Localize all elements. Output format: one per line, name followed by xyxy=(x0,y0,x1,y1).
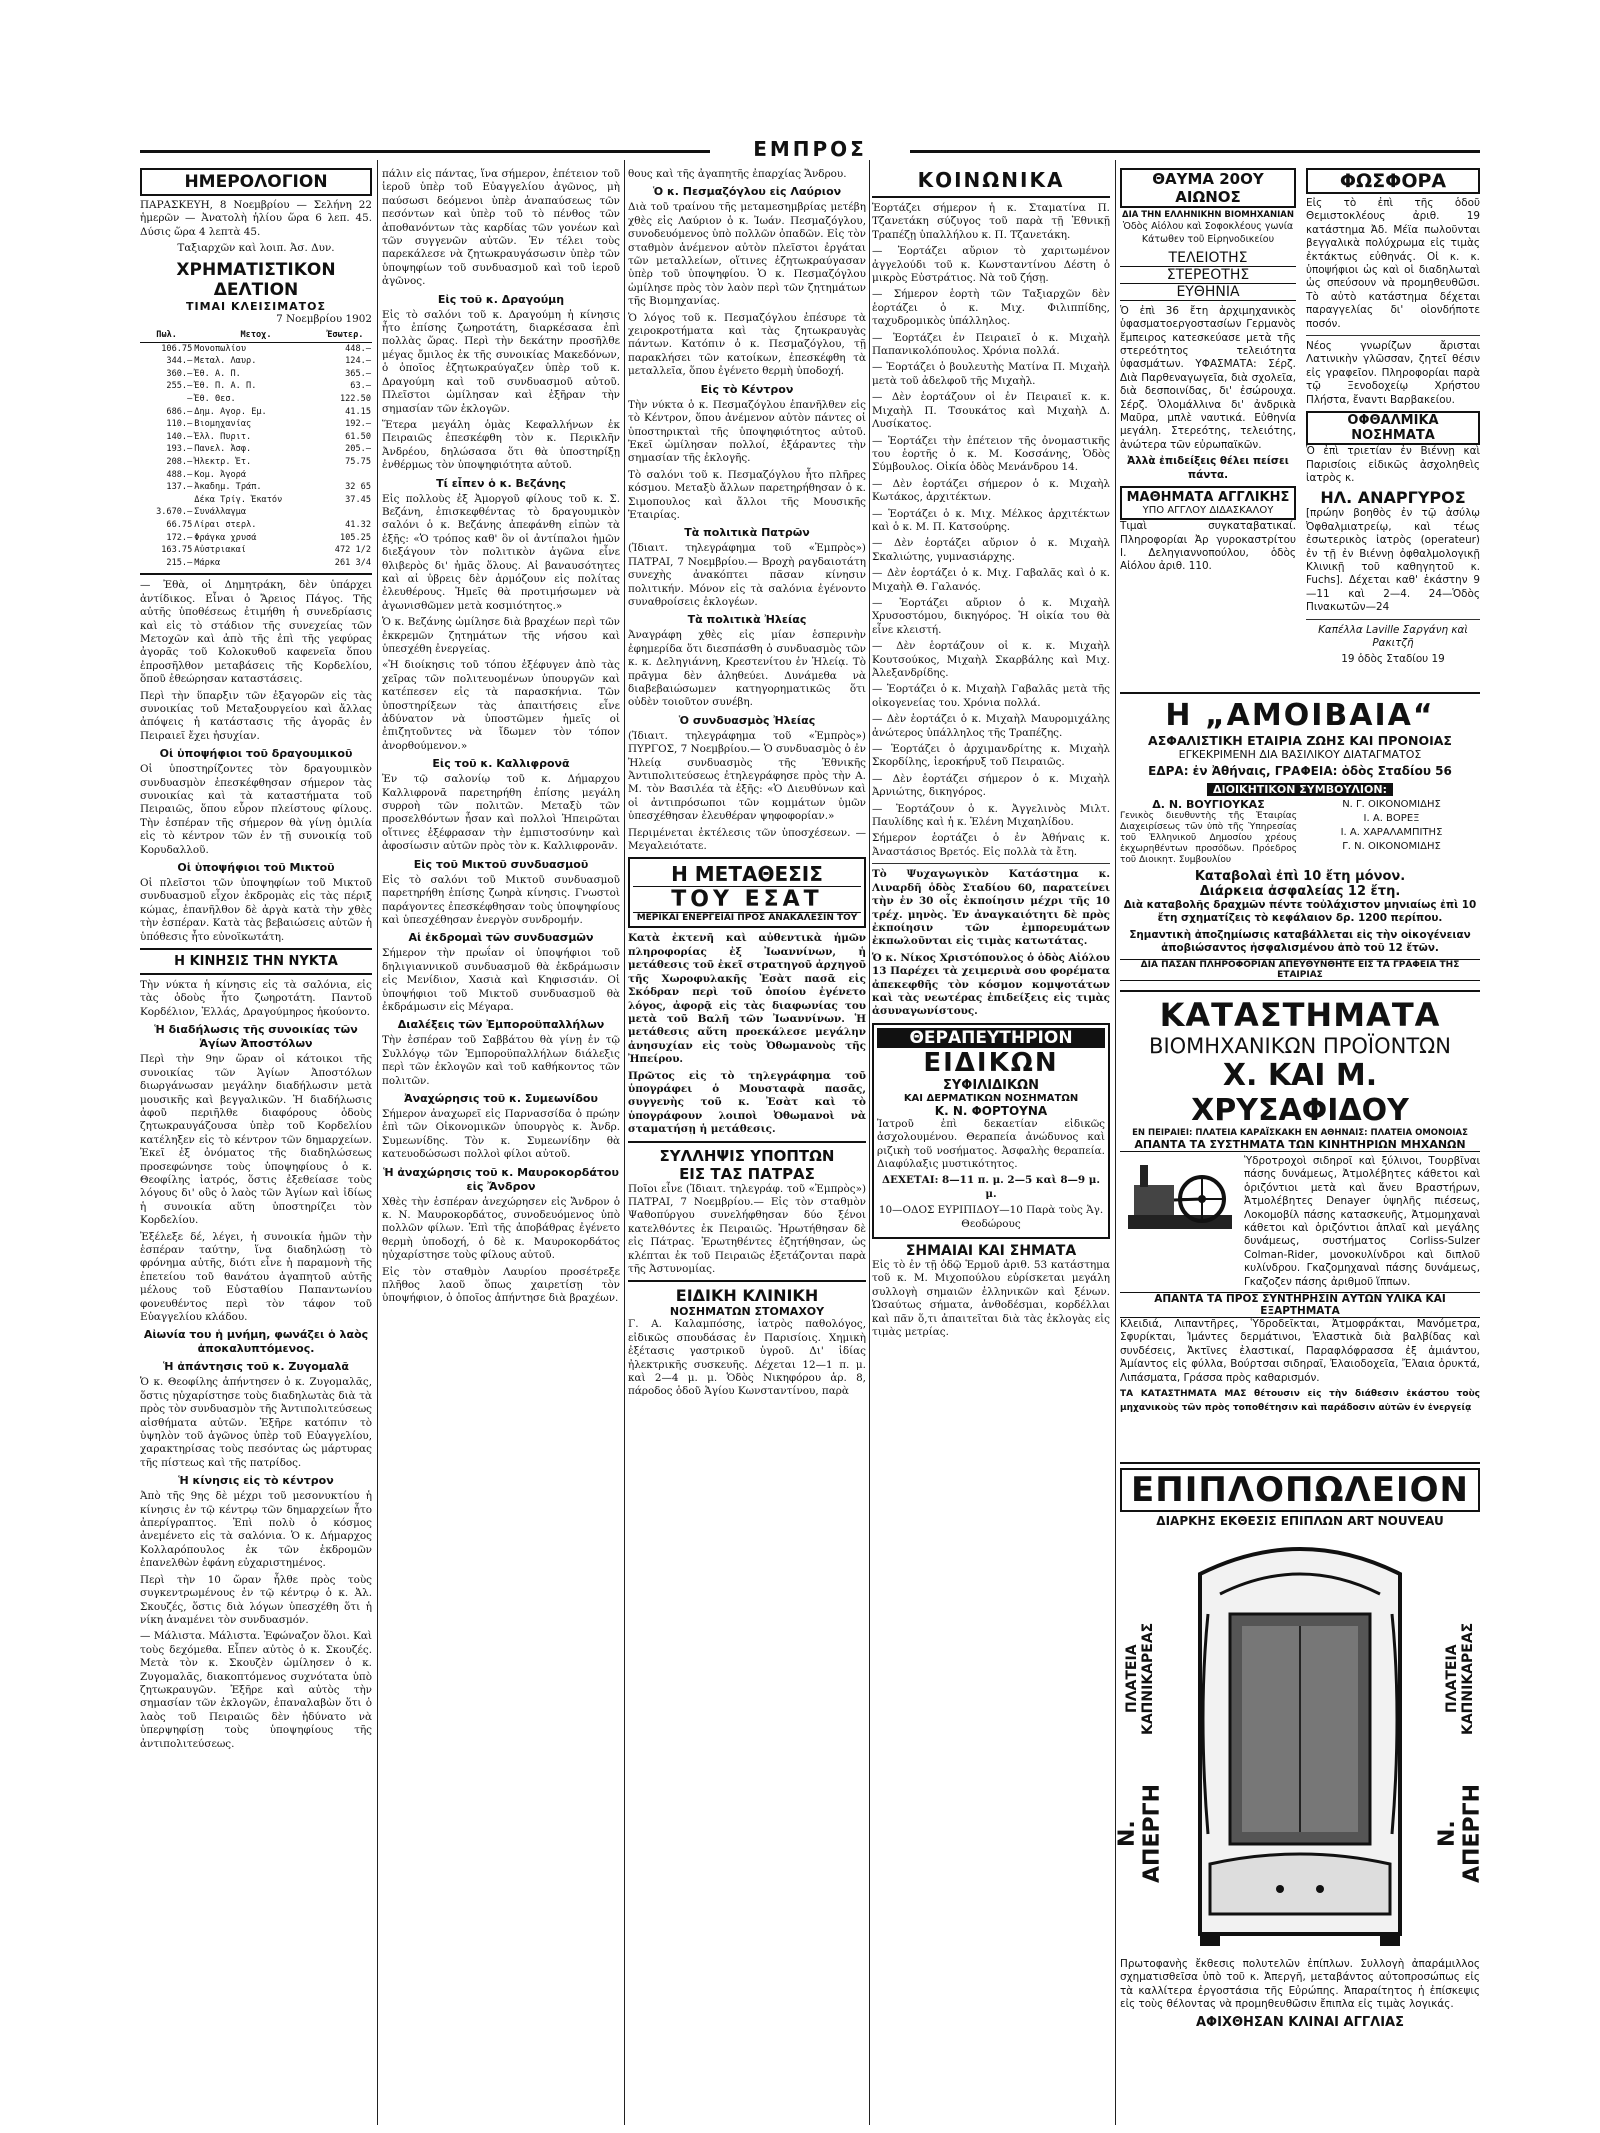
epiplo-side-place-right: ΠΛΑΤΕΙΑ ΚΑΠΝΙΚΑΡΕΑΣ xyxy=(1444,1622,1476,1735)
epiplo-side-name-right: Ν. ΑΠΕΡΓΗ xyxy=(1435,1783,1485,1883)
epiplo-title: ΕΠΙΠΛΟΠΩΛΕΙΟΝ xyxy=(1120,1468,1480,1512)
article-paragraph: πάλιν εἰς πάντας, ἵνα σήμερον, ἐπέτειον τοῦ ἱεροῦ ὑπὲρ τοῦ Εὐαγγελίου ἀγῶνος, μὴ παύσωσι δεόμενοι ὑπὲρ ἀναπαύσεως τῶν πεσόντων καὶ ὑπὲρ τοῦ τὸ πένθος τῶν ἀποθανόντων τὰς καρδίας τῶν γονέων καὶ τῶν συγγενῶν αὐτῶν. Ἐν τέλει τοὺς παρεκάλεσε νὰ ζητωκραυγάσωσιν ὑπὲρ τῶν ὑποψηφίων τοῦ συνδυασμοῦ καὶ τοῦ ἱεροῦ ἀγῶνος. xyxy=(382,168,620,288)
market-row xyxy=(140,506,372,519)
market-cell: Μονοπωλίου xyxy=(194,343,247,354)
market-cell: 208.— xyxy=(166,456,193,467)
date-line: ΠΑΡΑΣΚΕΥΗ, 8 Νοεμβρίου — Σελήνη 22 ἡμερῶν — Ἀνατολὴ ἡλίου ὥρα 6 λεπ. 45. Δύσις ὥρα 4 λεπτὰ 45. xyxy=(140,199,372,238)
market-cell: 41.32 xyxy=(345,519,371,530)
market-row xyxy=(140,431,372,444)
market-cell: Μάρκα xyxy=(194,557,221,568)
market-cell: 110.— xyxy=(166,419,193,430)
board-member: Ι. Α. ΒΟΡΕΞ xyxy=(1363,813,1420,824)
market-cell: 106.75 xyxy=(161,343,193,354)
thavma-title: ΘΑΥΜΑ 20ΟΥ ΑΙΩΝΟΣ xyxy=(1120,168,1296,208)
amoivaia-term-2: Διάρκεια ἀσφαλείας 12 ἔτη. xyxy=(1199,884,1401,899)
article-paragraph: Εἰς τὸν σταθμὸν Λαυρίου προσέτρεξε πλῆθος λαοῦ ὅπως χαιρετίσῃ τὸν ὑποψήφιον, ὁ ὁποῖος ἀπήντησε διὰ βραχέων. xyxy=(382,1265,620,1305)
notice-text: Τὸ Ψυχαγωγικὸν Κατάστημα κ. Λιναρδῆ ὁδὸς Σταδίου 60, παρατείνει τὴν ἐν 30 οἷς ἐκποίησιν μέχρι τῆς 10 τρέχ. μηνὸς. Ἐν ἀναγκαιότητι δὲ πρὸς ἐκποίησιν τῶν ἐμπορευμάτων ἐκπωλοῦνται εἰς τιμὰς κατωτάτας. xyxy=(872,868,1110,948)
market-cell: 205.— xyxy=(345,444,371,455)
amoivaia-term-1: Καταβολαὶ ἐπὶ 10 ἔτη μόνον. xyxy=(1194,869,1406,884)
thavma-note: Ἀλλὰ ἐπιδείξεις θέλει πείσει πάντα. xyxy=(1127,455,1289,481)
divider xyxy=(872,196,1110,198)
article-subheading: Τί εἶπεν ὁ κ. Βεζάνης xyxy=(436,476,566,490)
article-paragraph: Διὰ τοῦ τραίνου τῆς μεταμεσημβρίας μετέβη χθὲς εἰς Λαύριον ὁ κ. Ἰωάν. Πεσμαζόγλου, συνοδευόμενος ὑπὸ πολλῶν ὀπαδῶν. Εἰς τὸν σταθμὸν ἀνέμενον αὐτὸν πλεῖστοι ἐργάται τῶν μεταλλείων, οἵτινες ἐζητωκραύγασαν ὑπὲρ τοῦ ὑποψηφίου. Ὁ κ. Πεσμαζόγλου ὡμίλησε πρὸς τὸν λαὸν περὶ τῶν ζητημάτων τῆς Βιομηχανίας. xyxy=(628,201,866,308)
market-cell: 344.— xyxy=(166,356,193,367)
article-paragraph: Ἀπὸ τῆς 9ης δὲ μέχρι τοῦ μεσονυκτίου ἡ κίνησις ἐν τῷ κέντρῳ τῶν δημαρχείων ἦτο ἀπερίγραπτος. Ἐπὶ πολὺ ὁ κόσμος ἀνεμένετο εἰς τὰ σαλόνια. Ὁ κ. Δήμαρχος Κολλαρόπουλος ἐκ τῶν ἐκδρομῶν ἐπανελθὼν ἐφάνη εὐχαριστημένος. xyxy=(140,1490,372,1570)
masthead xyxy=(140,138,1480,160)
arrest-heading: ΣΥΛΛΗΨΙΣ ΥΠΟΠΤΩΝ xyxy=(659,1146,835,1165)
divider xyxy=(1120,990,1480,992)
market-cell: Φράγκα χρυσά xyxy=(194,532,257,543)
market-column-header: Μετοχ. xyxy=(193,329,318,342)
katastimata-locations: ΕΝ ΠΕΙΡΑΙΕΙ: ΠΛΑΤΕΙΑ ΚΑΡΑΪΣΚΑΚΗ ΕΝ ΑΘΗΝΑΙΣ: ΠΛΑΤΕΙΑ ΟΜΟΝΟΙΑΣ xyxy=(1132,1128,1468,1138)
thavma-address: Ὁδὸς Αἰόλου καὶ Σοφοκλέους γωνία Κάτωθεν τοῦ Εἰρηνοδικείου xyxy=(1122,221,1294,246)
therapeutirion-hours: ΔΕΧΕΤΑΙ: 8—11 π. μ. 2—5 καὶ 8—9 μ. μ. xyxy=(881,1174,1101,1200)
board-member: Ν. Γ. ΟΙΚΟΝΟΜΙΔΗΣ xyxy=(1342,799,1441,810)
article-subheading: Ἡ ἀναχώρησις τοῦ κ. Μαυροκορδάτου εἰς Ἄνδρον xyxy=(383,1165,619,1193)
therapeutirion-sub1: ΣΥΦΙΛΙΔΙΚΩΝ xyxy=(943,1077,1039,1093)
article-paragraph: Περὶ τὴν 10 ὥραν ἦλθε πρὸς τοὺς συγκεντρωμένους ἐν τῷ κέντρῳ ὁ κ. Ἀλ. Σκουζές, ὅστις διὰ λόγων ὑπεσχέθη ὅτι ἡ νίκη ἀναμένει τὸν συνδυασμόν. xyxy=(140,1573,372,1626)
article-subheading: Οἱ ὑποψήφιοι τοῦ Μικτοῦ xyxy=(177,861,335,875)
therapeutirion-text: Ἰατροῦ ἐπὶ δεκαετίαν εἰδικῶς ἀσχολουμένου. Θεραπεία ἀνώδυνος καὶ ριζικὴ τοῦ νοσήματος. Ἀσφαλὴς θεραπεία. Διαφύλαξις μυστικότητος. xyxy=(877,1117,1105,1170)
therapeutirion-address: 10—ΟΔΟΣ ΕΥΡΙΠΙΔΟΥ—10 Παρὰ τοὺς Ἁγ. Θεοδώρους xyxy=(878,1204,1104,1230)
market-row xyxy=(140,456,372,469)
epiplo-subtitle: ΔΙΑΡΚΗΣ ΕΚΘΕΣΙΣ ΕΠΙΠΛΩΝ ART NOUVEAU xyxy=(1156,1514,1444,1528)
market-cell: 163.75 xyxy=(161,545,193,556)
metathesis-box xyxy=(628,857,866,928)
board-member: Γ. Ν. ΟΙΚΟΝΟΜΙΔΗΣ xyxy=(1342,841,1441,852)
english-lessons-title: ΜΑΘΗΜΑΤΑ ΑΓΓΛΙΚΗΣ xyxy=(1126,490,1290,506)
article-paragraph: Σήμερον τὴν πρωΐαν οἱ ὑποψήφιοι τοῦ δηλιγιαννικοῦ συνδυασμοῦ θὰ ἐκδράμωσιν εἰς Μενίδιον, Χασιὰ καὶ Κηφισσιάν. Οἱ ὑποψήφιοι τοῦ Μικτοῦ συνδυασμοῦ θὰ ἐκδράμωσιν εἰς Μέγαρα. xyxy=(382,947,620,1013)
article-paragraph: Ἀναγράφη χθὲς εἰς μίαν ἑσπερινὴν ἐφημερίδα ὅτι διεσπάσθη ὁ συνδυασμὸς τῶν κ. κ. Δεληγιάννη, Κρεστενίτου ἐν Ἠλείᾳ. Τὸ πρᾶγμα δὲν ἀληθεύει. Δυνάμεθα νὰ διαβεβαιώσωμεν κατηγορηματικῶς ὅτι οὐδὲν τοιοῦτον συνέβη. xyxy=(628,629,866,709)
divider xyxy=(1120,692,1480,694)
epiplo-beds: ΑΦΙΧΘΗΣΑΝ ΚΛΙΝΑΙ ΑΓΓΛΙΑΣ xyxy=(1196,2014,1404,2030)
social-item: — Δὲν ἑορτάζουν οἱ ἐν Πειραιεῖ κ. κ. Μιχαὴλ Π. Τσουκάτος καὶ Μιχαὴλ Δ. Λυσίκατος. xyxy=(872,391,1110,431)
metathesis-name: ΤΟΥ ΕΣΑΤ xyxy=(633,886,861,913)
market-cell: 63.— xyxy=(350,381,371,392)
article-paragraph: Ἐξέλεξε δέ, λέγει, ἡ συνοικία ἡμῶν τὴν ἑσπέραν ταύτην, ἵνα διαδηλώσῃ τὸ φρόνημα αὐτῆς, διότι εἶνε ἡ παραμονὴ τῆς ἐπετείου τοῦ θανάτου ἀγαπητοῦ αὐτῆς μέλους τοῦ Εὐσταθίου Παπαντωνίου φονευθέντος περὶ τὸν τάφον τοῦ Εὐαγγελίου κλάδου. xyxy=(140,1230,372,1323)
fosfora-text: Εἰς τὸ ἐπὶ τῆς ὁδοῦ Θεμιστοκλέους ἀριθ. 19 κατάστημα Ἀδ. Μέϊα πωλοῦνται βεγγαλικὰ πολύχρωμα εἰς τιμὰς ἐκτάκτως εὐθηνάς. Οἱ κ. κ. ὑποψήφιοι ὡς καὶ οἱ διαδηλωταὶ ὡς σπεύσουν νὰ προμηθευθῶσι. Τὸ αὐτὸ κατάστημα δέχεται παραγγελίας δι' οἱονδήποτε ποσόν. xyxy=(1306,197,1480,330)
article-paragraph: Πρῶτος εἰς τὸ τηλεγράφημα τοῦ ὑπογράφει ὁ Μουσταφὰ πασᾶς, συγγενὴς τοῦ κ. Ἐσὰτ καὶ τὸ ὑπογράφουν λοιποὶ Ὀθωμανοὶ νὰ σταματήσῃ ἡ μετάθεσις. xyxy=(628,1069,866,1136)
clinic-subheading: ΝΟΣΗΜΑΤΩΝ ΣΤΟΜΑΧΟΥ xyxy=(669,1305,825,1319)
market-cell: Ἠλεκτρ. Ἐτ. xyxy=(194,456,252,467)
article-paragraph: Τὴν νύκτα ἡ κίνησις εἰς τὰ σαλόνια, εἰς τὰς ὁδοὺς ἦτο ζωηροτάτη. Παντοῦ Κορδέλιον, Ἑλλάς, Δραγούμηρος ἠκούοντο. xyxy=(140,979,372,1018)
article-subheading: Εἰς τοῦ κ. Καλλιφρονᾶ xyxy=(432,757,570,771)
thavma-word-2: ΣΤΕΡΕΟΤΗΣ xyxy=(1120,267,1296,284)
market-cell: Δημ. Αγορ. Εμ. xyxy=(194,406,267,417)
market-row xyxy=(140,532,372,545)
article-paragraph: Σήμερον ἀναχωρεῖ εἰς Παρνασσίδα ὁ πρώην ἐπὶ τῶν Οἰκονομικῶν ὑπουργὸς κ. Ἀνδρ. Συμεωνίδης. Τὸν κ. Συμεωνίδην θὰ κατευοδώσωσι πολλοὶ φίλοι αὐτοῦ. xyxy=(382,1107,620,1161)
article-paragraph: Ἐν τῷ σαλονίῳ τοῦ κ. Δήμαρχου Καλλιφρονᾶ παρετηρήθη ἐπίσης μεγάλη συρροὴ τῶν πολιτῶν. Μεταξὺ τῶν προσελθόντων ἦσαν καὶ πολλοὶ Ἠπειρῶται οἵτινες ἐξέφρασαν τὴν ἐμπιστοσύνην καὶ ἀφοσίωσιν αὐτῶν πρὸς τὸν κ. Καλλιφρονᾶν. xyxy=(382,773,620,853)
column-divider xyxy=(377,160,378,2125)
epiplo-side-name-left: Ν. ΑΠΕΡΓΗ xyxy=(1115,1783,1165,1883)
divider xyxy=(140,973,372,975)
article-subheading: Αἰωνία του ἡ μνήμη, φωνάζει ὁ λαὸς ἀποκαλυπτόμενος. xyxy=(143,1328,369,1356)
article-paragraph: (Ἰδιαιτ. τηλεγράφημα τοῦ «Ἐμπρὸς») ΠΑΤΡΑΙ, 7 Νοεμβρίου.— Βροχὴ ραγδαιοτάτη συνεχὴς ἀνακόπτει πᾶσαν κίνησιν πολιτικήν. Μόνον εἰς τὰ σαλόνια ἐγένοντο συναθροίσεις ἐκλογέων. xyxy=(628,542,866,608)
market-column-header: Ἐσωτερ. xyxy=(319,329,372,342)
market-row xyxy=(140,418,372,431)
market-cell: Αὐστριακαί xyxy=(194,545,247,556)
katastimata-parts: Κλειδιά, Λιπαντῆρες, Ὑδροδεῖκται, Ἀτμοφράκται, Μανόμετρα, Σφυρίκται, Ἱμάντες δερμάτινοι, Ἐλαστικὰ διὰ βαλβίδας καὶ συνδέσεις, Ἀκτῖνες ἐλαστικαί, Παραφλόφρασσα ἐξ ἀμιάντου, Ἀμίαντος εἰς φύλλα, Βούρτσαι σιδηραῖ, Ἐλαιοδοχεῖα, Ἔλαια ὀρυκτά, Λιπάσματα, Γράσσα πρὸς καθαρισμόν. xyxy=(1120,1318,1480,1384)
calendar-heading: ΗΜΕΡΟΛΟΓΙΟΝ xyxy=(140,168,372,196)
article-subheading: Ὁ κ. Πεσμαζόγλου εἰς Λαύριον xyxy=(652,185,842,199)
market-cell: 686.— xyxy=(166,406,193,417)
social-heading: ΚΟΙΝΩΝΙΚΑ xyxy=(917,168,1065,192)
article-subheading: Ἡ ἀπάντησις τοῦ κ. Ζυγομαλᾶ xyxy=(163,1360,349,1374)
market-cell: 41.15 xyxy=(345,406,371,417)
market-cell: 32 65 xyxy=(345,482,371,493)
article-paragraph: θους καὶ τῆς ἀγαπητῆς ἐπαρχίας Ἄνδρου. xyxy=(628,168,847,180)
social-item: — Δὲν ἑορτάζει σήμερον ὁ κ. Μιχαὴλ Κωτάκος, ἀρχιτέκτων. xyxy=(872,477,1110,504)
divider xyxy=(628,1141,866,1143)
amoivaia-board: ΔΙΟΙΚΗΤΙΚΟΝ ΣΥΜΒΟΥΛΙΟΝ: xyxy=(1207,783,1393,796)
ophthalmic-doctor: ΗΛ. ΑΝΑΡΓΥΡΟΣ xyxy=(1320,488,1466,508)
social-item: — Δὲν ἑορτάζει ὁ κ. Μιχαὴλ Μαυρομιχάλης ἀνώτερος ὑπάλληλος τῆς Τραπέζης. xyxy=(872,713,1110,739)
market-cell: Συνάλλαγμα xyxy=(194,507,247,518)
katastimata-title: ΚΑΤΑΣΤΗΜΑΤΑ xyxy=(1159,996,1441,1034)
article-paragraph: Εἰς τὸ σαλόνι τοῦ κ. Δραγούμη ἡ κίνησις ἦτο ἐπίσης ζωηροτάτη, διαρκέσασα ἐπὶ πολλὰς ὥρας. Περὶ τὴν δεκάτην προσῆλθε μέγας ὄμιλος ἐκ τῆς συνοικίας Μακεδόνων, ὁ ὁποῖος ἐζητωκραύγαζεν ὑπὲρ τοῦ κ. Δραγούμη καὶ τοῦ συνδυασμοῦ αὐτοῦ. Πλεῖστοι ὡμίλησαν καὶ ἐξῆραν τὴν σημασίαν τῶν ἐκλογῶν. xyxy=(382,308,620,415)
amoivaia-term-3: Διὰ καταβολῆς δραχμῶν πέντε τοὐλάχιστον μηνιαίως ἐπὶ 10 ἔτη σχηματίζεις τὸ κεφάλαιον δρ. 1200 περίπου. xyxy=(1123,899,1477,925)
market-cell: 140.— xyxy=(166,431,193,442)
market-cell: 365.— xyxy=(345,368,371,379)
amoivaia-subtitle: ΑΣΦΑΛΙΣΤΙΚΗ ΕΤΑΙΡΙΑ ΖΩΗΣ ΚΑΙ ΠΡΟΝΟΙΑΣ xyxy=(1148,733,1452,748)
therapeutirion-ad xyxy=(872,1023,1110,1239)
article-paragraph: Οἱ πλεῖστοι τῶν ὑποψηφίων τοῦ Μικτοῦ συνδυασμοῦ εἶχον ἐκδρομὰς εἰς τὰς πέριξ κώμας, ἐπανῆλθον δὲ ἀργὰ κατὰ τὴν χθὲς τὴν ἑσπέραν. Κατὰ τὰς βεβαιώσεις αὐτῶν ἡ ὑπόθεσις ἦτο εὐνοϊκωτάτη. xyxy=(140,877,372,943)
social-item: — Ἑορτάζει ὁ ἀρχιμανδρίτης κ. Μιχαὴλ Σκορδίλης, ἱεροκήρυξ τοῦ Πειραιῶς. xyxy=(872,743,1110,769)
article-subheading: Διαλέξεις τῶν Ἐμποροϋπαλλήλων xyxy=(397,1018,605,1032)
divider xyxy=(140,573,372,575)
article-paragraph: Περὶ τὴν ὕπαρξιν τῶν ἐξαγορῶν εἰς τὰς συνοικίας τοῦ Μεταξουργείου καὶ ἄλλας ἀπόψεις ἡ κατάστασις τῆς ἀγορᾶς ἐν Πειραιεῖ ἔχει ἡσυχίαν. xyxy=(140,689,372,742)
article-paragraph: Ὁ λόγος τοῦ κ. Πεσμαζόγλου ἐπέσυρε τὰ χειροκροτήματα καὶ τὰς ζητωκραυγὰς πάντων. Κατόπιν ὁ κ. Πεσμαζόγλου, τῇ παρακλήσει τῶν κατοίκων, ἐπεσκέφθη τὰ μεταλλεῖα, ὅπου ἐγένετο θερμὴ ὑποδοχή. xyxy=(628,311,866,378)
article-subheading: Ἡ διαδήλωσις τῆς συνοικίας τῶν Ἁγίων Ἀποστόλων xyxy=(154,1023,358,1051)
thavma-word-3: ΕΥΘΗΝΙΑ xyxy=(1120,284,1296,301)
board-member: Δ. Ν. ΒΟΥΓΙΟΥΚΑΣ xyxy=(1152,798,1265,811)
market-row xyxy=(140,380,372,393)
market-cell: 137.— xyxy=(166,482,193,493)
divider xyxy=(1306,619,1480,620)
social-item: — Ἑορτάζει αὔριον τὸ χαριτωμένον ἀγγελούδι τοῦ κ. Κωνσταντίνου Δέστη ὁ μικρὸς Εὐστράτιος. Νὰ τοῦ ζήσῃ. xyxy=(872,245,1110,285)
article-subheading: Εἰς τοῦ κ. Δραγούμη xyxy=(437,292,565,306)
article-subheading: Τὰ πολιτικὰ Ἠλείας xyxy=(687,613,807,627)
article-paragraph: Τὸ σαλόνι τοῦ κ. Πεσμαζόγλου ἦτο πλῆρες κόσμου. Μεταξὺ ἄλλων παρετηρήθησαν ὁ κ. Σιμοπουλος καὶ ἄλλοι τῆς Μουσικῆς Ἑταιρίας. xyxy=(628,468,866,521)
board-member: Ι. Α. ΧΑΡΑΛΑΜΠΙΤΗΣ xyxy=(1340,827,1443,838)
article-subheading: Ἀναχώρησις τοῦ κ. Συμεωνίδου xyxy=(404,1091,598,1105)
market-cell: 37.45 xyxy=(345,494,371,505)
market-cell: Πανελ. Ἀσφ. xyxy=(194,444,252,455)
market-cell: Λίραι στερλ. xyxy=(194,519,257,530)
social-item: — Δὲν ἑορτάζει ὁ κ. Μιχ. Γαβαλᾶς καὶ ὁ κ. Μιχαὴλ Θ. Γαλανός. xyxy=(872,567,1110,593)
clinic-heading: ΕΙΔΙΚΗ ΚΛΙΝΙΚΗ xyxy=(675,1286,819,1306)
hat-shop-text: Καπέλλα Laville Σαργάνη καὶ Ρακιτζῆ xyxy=(1318,623,1468,649)
notice-text: Ὁ κ. Νίκος Χριστόπουλος ὁ ὁδὸς Αἰόλου 13 Παρέχει τὰ χειμερινὰ σου φορέματα ἀπεκεφθῆς τὸν κόσμον κομψοτάτων καὶ τὰς νεωτέρας ἐπιδείξεις εἰς τιμὰς ἀσυναγωνίστους. xyxy=(872,951,1110,1018)
article-paragraph: «Ἡ διοίκησις τοῦ τόπου ἐξέφυγεν ἀπὸ τὰς χεῖρας τῶν πολιτευομένων ὑπουργῶν καὶ κατέπεσεν εἰς τὰ παρασκήνια. Τῶν ὑποστηρίξεων τὰς ἀπαιτήσεις εἶνε ἀδύνατον νὰ ὑποστῶμεν ἡμεῖς οἱ ἐπιζητοῦντες νὰ ἴδωμεν τὸν τόπον ἀνορθούμενον.» xyxy=(382,659,620,752)
market-cell: 261 3/4 xyxy=(334,557,371,568)
clinic-text: Γ. Α. Καλαμπόσης, ἰατρὸς παθολόγος, εἰδικῶς σπουδάσας ἐν Παρισίοις. Χημικὴ ἐξέτασις γαστρικοῦ ὑγροῦ. Δι' ἰδίας ἠλεκτρικῆς συσκευῆς. Δέχεται 12—1 π. μ. καὶ 2—4 μ. μ. Ὁδὸς Νικηφόρου ἀρ. 8, πάροδος ὁδοῦ Ἁγίου Κωνσταντίνου, παρὰ xyxy=(628,1318,866,1398)
amoivaia-contact: ΔΙΑ ΠΑΣΑΝ ΠΛΗΡΟΦΟΡΙΑΝ ΑΠΕΥΘΥΝΘΗΤΕ ΕΙΣ ΤΑ ΓΡΑΦΕΙΑ ΤΗΣ ΕΤΑΙΡΙΑΣ xyxy=(1120,959,1480,981)
english-lessons-subtitle: ΥΠΟ ΑΓΓΛΟΥ ΔΙΔΑΣΚΑΛΟΥ xyxy=(1142,505,1274,517)
market-cell: 124.— xyxy=(345,356,371,367)
market-cell: 122.50 xyxy=(339,394,371,404)
market-cell: 192.— xyxy=(345,419,371,430)
market-row xyxy=(140,519,372,532)
katastimata-service: ΤΑ ΚΑΤΑΣΤΗΜΑΤΑ ΜΑΣ θέτουσιν εἰς τὴν διάθεσιν ἑκάστου τοὺς μηχανικοὺς τῶν πρὸς τοποθέτησιν καὶ παράδοσιν αὐτῶν ἐν ἐνεργείᾳ xyxy=(1120,1389,1480,1413)
social-item: — Ἑορτάζει ὁ κ. Μιχαὴλ Γαβαλᾶς μετὰ τῆς οἰκογενείας του. Χρόνια πολλά. xyxy=(872,683,1110,709)
social-item: — Ἑορτάζει ὁ βουλευτὴς Ματίνα Π. Μιχαὴλ μετὰ τοῦ ἀδελφοῦ τῆς Μιχαὴλ. xyxy=(872,361,1110,387)
market-row xyxy=(140,481,372,494)
market-row xyxy=(140,443,372,456)
article-paragraph: Περὶ τὴν 9ην ὥραν οἱ κάτοικοι τῆς συνοικίας τῶν Ἁγίων Ἀποστόλων διωργάνωσαν μεγάλην διαδήλωσιν μετὰ μουσικῆς καὶ βεγγαλικῶν. Ἡ διαδήλωσις ἀφοῦ περιῆλθε διαφόρους ὁδοὺς ζητωκραυγάζουσα ὑπὲρ τοῦ Κορδελίου κατέληξεν εἰς τὸ κέντρον τῶν δημαρχείων. Ἐκεῖ ἐξ ὀνόματος τῆς διαδηλώσεως προσεφώνησε τοὺς ὑποψηφίους ὁ κ. Θεοφίλης ἰατρός, ὅστις ἐξεθείασε τοὺς λόγους δι' οὓς ὁ λαὸς τῶν Ἁγίων καὶ ἰδίως ἡ συνοικία αὕτη ὑποστηρίζει τὸν Κορδελίου. xyxy=(140,1053,372,1227)
social-item: — Ἑορτάζει τὴν ἐπέτειον τῆς ὀνομαστικῆς του ἑορτῆς ὁ κ. Μ. Κοσσάνης, Ὁδὸς Σύμβουλος. Οἰκία ὁδὸς Μενάνδρου 14. xyxy=(872,434,1110,474)
metathesis-subtitle: ΜΕΡΙΚΑΙ ΕΝΕΡΓΕΙΑΙ ΠΡΟΣ ΑΝΑΚΑΛΕΣΙΝ ΤΟΥ xyxy=(636,913,858,924)
thavma-subtitle: ΔΙΑ ΤΗΝ ΕΛΛΗΝΙΚΗΝ ΒΙΟΜΗΧΑΝΙΑΝ xyxy=(1122,210,1294,220)
arrest-subheading: ΕΙΣ ΤΑΣ ΠΑΤΡΑΣ xyxy=(679,1164,815,1183)
column-3 xyxy=(628,168,866,2123)
ad-epiplo xyxy=(1115,1458,1485,2030)
market-cell: 215.— xyxy=(166,557,193,568)
market-row xyxy=(140,557,372,570)
amoivaia-title: Η „ΑΜΟΙΒΑΙΑ“ xyxy=(1165,698,1435,733)
newspaper-title: ΕΜΠΡΟΣ xyxy=(710,138,910,160)
market-cell: 448.— xyxy=(345,343,371,354)
market-row xyxy=(140,544,372,557)
therapeutirion-title: ΘΕΡΑΠΕΥΤΗΡΙΟΝ xyxy=(877,1028,1105,1048)
market-subheading: ΤΙΜΑΙ ΚΛΕΙΣΙΜΑΤΟΣ xyxy=(185,299,327,313)
article-paragraph: (Ἰδιαιτ. τηλεγράφημα τοῦ «Ἐμπρὸς») ΠΥΡΓΟΣ, 7 Νοεμβρίου.— Ὁ συνδυασμὸς ὁ ἐν Ἠλείᾳ συνδυασμὸς τῆς Ἐθνικῆς Ἀντιπολιτεύσεως ἐτηλεγράφησε πρὸς τὴν Α. Μ. τὸν Βασιλέα τὰ ἑξῆς: «Ὁ Διευθύνων καὶ οἱ ἀντιπρόσωποι τῶν κομμάτων ὑμῶν ὑπεσχέθησαν ἐλευθέραν ψηφοφορίαν.» xyxy=(628,729,866,823)
ad-amoivaia xyxy=(1120,688,1480,981)
article-paragraph: Τὴν ἑσπέραν τοῦ Σαββάτου θὰ γίνῃ ἐν τῷ Συλλόγῳ τῶν Ἐμποροϋπαλλήλων διάλεξις περὶ τῶν ἐκλογῶν καὶ τοῦ καθήκοντος τῶν πολιτῶν. xyxy=(382,1034,620,1087)
therapeutirion-name: ΕΙΔΙΚΩΝ xyxy=(923,1047,1059,1078)
fosfora-title: ΦΩΣΦΟΡΑ xyxy=(1306,168,1480,194)
article-paragraph: Ὁ κ. Θεοφίλης ἀπήντησεν ὁ κ. Ζυγομαλᾶς, ὅστις ηὐχαρίστησε τοὺς διαδηλωτὰς διὰ τὰ πρὸς τὸν συνδυασμὸν τῆς Ἀντιπολιτεύσεως αἰσθήματα αὐτῶν. Ἐξῆρε κατόπιν τὸ ὑψηλὸν τοῦ ἀγῶνος ὑπὲρ τοῦ Εὐαγγελίου, χαρακτηρίσας τοὺς πεσόντας ὡς μάρτυρας τῆς πίστεως καὶ τῆς πατρίδος. xyxy=(140,1376,372,1469)
flags-heading: ΣΗΜΑΙΑΙ ΚΑΙ ΣΗΜΑΤΑ xyxy=(905,1243,1077,1259)
market-cell: 61.50 xyxy=(345,431,371,442)
column-divider xyxy=(869,160,870,2125)
divider xyxy=(1120,1462,1480,1464)
saint-line: Ταξιαρχῶν καὶ λοιπ. Ἀσ. Δυν. xyxy=(177,242,335,255)
market-cell: Ἀκαδημ. Τράπ. xyxy=(194,482,262,493)
social-item: — Δὲν ἑορτάζει σήμερον ὁ κ. Μιχαὴλ Ἀρνιώτης, δικηγόρος. xyxy=(872,772,1110,799)
hat-shop-address: 19 ὁδὸς Σταδίου 19 xyxy=(1341,653,1445,666)
article-subheading: Οἱ ὑποψήφιοι τοῦ δραγουμικοῦ xyxy=(159,747,353,761)
amoivaia-term-4: Σημαντικὴ ἀποζημίωσις καταβάλλεται εἰς τὴν οἰκογένειαν ἀποβιώσαντος ἠσφαλισμένου ἀπὸ τοῦ 12 ἔτῶν. xyxy=(1129,928,1471,955)
thavma-text: Ὁ ἐπὶ 36 ἔτη ἀρχιμηχανικὸς ὑφασματοεργοστασίων Γερμανὸς ἔμπειρος κατεσκεύασε μετὰ τῆς στερεότητος τελειότητα ὑφασμάτων. ΥΦΑΣΜΑΤΑ: Σέρζ. Διὰ Παρθεναγωγεῖα, διὰ σχολεῖα, διὰ δεσποινίδας, δι' ἐσώρουχα. Σέρζ. Ὁλομάλλινα δι' ἀνδρικὰ Μαῦρα, μπλὲ ναυτικά. Εὐθηνία μεγάλη. Στερεότης, τελειότης, ἀνώτερα τῶν εὐρωπαϊκῶν. xyxy=(1120,304,1296,451)
article-paragraph: — Ἐθὰ, οἱ Δημητράκη, δὲν ὑπάρχει ἀντίδικος. Εἶναι ὁ Ἄρειος Πάγος. Τῆς αὐτῆς ὑποθέσεως ἐτιμήθη ἡ συνεδρίασις καὶ εἰς τὸ στάδιον τῆς συνεχείας τῶν Μετοχῶν καὶ ἀπὸ τῆς ἐπὶ τῆς γεφύρας ἀγορᾶς τοῦ Κολοκυθοῦ καφενεῖα ὅπου ἐπροσῆλθον μεταβάσεις τῆς Κορδελίου, ὅποῦ ἐθεώρησαν καταστάσεις. xyxy=(140,579,372,686)
market-cell: Δέκα Τρίγ. Ἑκατόν xyxy=(194,494,283,505)
divider xyxy=(1306,335,1480,336)
katastimata-subtitle-3: ΑΠΑΝΤΑ ΤΑ ΠΡΟΣ ΣΥΝΤΗΡΗΣΙΝ ΑΥΤΩΝ ΥΛΙΚΑ ΚΑΙ ΕΞΑΡΤΗΜΑΤΑ xyxy=(1120,1292,1480,1318)
market-row xyxy=(140,355,372,368)
market-cell xyxy=(319,506,372,519)
market-cell: 360.— xyxy=(166,368,193,379)
social-item: Σήμερον ἑορτάζει ὁ ἐν Ἀθήναις κ. Ἀναστάσιος Βρετός. Εἰς πολλὰ τὰ ἔτη. xyxy=(872,832,1110,858)
katastimata-name: Χ. ΚΑΙ Μ. ΧΡΥΣΑΦΙΔΟΥ xyxy=(1191,1058,1409,1128)
market-cell: Ἐθ. Θεσ. xyxy=(194,394,236,404)
english-lessons-text: Τιμαὶ συγκαταβατικαί. Πληροφορίαι Ἀρ γυροκαστρίτου Ι. Δεληγιαννοπούλου, ὁδὸς Αἰόλου ἀριθ. 110. xyxy=(1120,520,1296,573)
column-1 xyxy=(140,168,372,2123)
social-item: — Ἑορτάζει ἐν Πειραιεῖ ὁ κ. Μιχαὴλ Παπανικολόπουλος. Χρόνια πολλά. xyxy=(872,331,1110,358)
article-subheading: Εἰς τὸ Κέντρον xyxy=(700,382,794,396)
social-item: — Ἑορτάζει ὁ κ. Μιχ. Μέλκος ἀρχιτέκτων καὶ ὁ κ. Μ. Π. Κατσούρης. xyxy=(872,507,1110,533)
market-cell: 255.— xyxy=(166,381,193,392)
ophthalmic-title: ΟΦΘΑΛΜΙΚΑ ΝΟΣΗΜΑΤΑ xyxy=(1306,411,1480,445)
social-item: — Σήμερον ἑορτὴ τῶν Ταξιαρχῶν δὲν ἑορτάζει ὁ κ. Μιχ. Φιλιππίδης, ταχυδρομικὸς ὑπάλληλος. xyxy=(872,288,1110,328)
metathesis-title: Η ΜΕΤΑΘΕΣΙΣ xyxy=(671,862,823,887)
column-4 xyxy=(872,168,1110,2123)
divider xyxy=(140,948,372,950)
ophthalmic-details: [πρώην βοηθὸς ἐν τῷ ἀσύλῳ Ὀφθαλμιατρείῳ, καὶ τέως ἐσωτερικὸς ἰατρὸς (operateur) ἐν τῇ ἐν Βιέννῃ ὀφθαλμολογικῇ Κλινικῇ τοῦ καθηγητοῦ κ. Fuchs]. Δέχεται καθ' ἑκάστην 9—11 καὶ 2—4. 24—Ὁδὸς Πινακωτῶν—24 xyxy=(1306,507,1480,614)
flags-text: Εἰς τὸ ἐν τῇ ὁδῷ Ἑρμοῦ ἀριθ. 53 κατάστημα τοῦ κ. Μ. Μιχοπούλου εὑρίσκεται μεγάλη συλλογὴ σημαιῶν ἑλληνικῶν καὶ ξένων. Ὡσαύτως σήματα, ἀνθοδέσμαι, κορδέλλαι καὶ πᾶν ὅ,τι ἀπαιτεῖται διὰ τὰς ἐκλογὰς εἰς τιμὰς μετρίας. xyxy=(872,1259,1110,1339)
market-cell: 66.75 xyxy=(166,519,193,530)
article-paragraph: Εἰς πολλοὺς ἐξ Ἀμοργοῦ φίλους τοῦ κ. Σ. Βεζάνη, ἐπισκεφθέντας τὸ δραγουμικὸν σαλόνι ὁ κ. Βεζάνης ἀπεφάνθη εἰπὼν τὰ ἑξῆς: «Ὁ τρόπος καθ' ὃν οἱ ἀντίπαλοι ἡμῶν διεξάγουν τὸν πολιτικὸν ἀγῶνα εἶνε θλιβερὸς δι' ἡμᾶς ὅλους. Αἱ βαναυσότητες καὶ αἱ ὑβρεις δὲν ἁρμόζουν εἰς πολίτας ἐλευθέρους. Ἡμεῖς θὰ προτιμήσωμεν νὰ ἀγωνισθῶμεν μετὰ κοσμιότητος.» xyxy=(382,492,620,612)
market-row xyxy=(140,342,372,355)
katastimata-products: Ὑδροτροχοὶ σιδηροῖ καὶ ξύλινοι, Τουρβῖναι πάσης δυνάμεως, Ἀτμολέβητες κάθετοι καὶ ὁριζόντιοι μετὰ καὶ ἄνευ Βραστήρων, Ἀτμολέβητες Denayer ὑψηλῆς πιέσεως, Λοκομοβίλ πάσης κατασκευῆς, Ἀτμομηχαναὶ κάθετοι καὶ ὁριζόντιοι ἁπλαῖ καὶ μεγάλης δυνάμεως, συστήματος Corliss-Sulzer Colman-Rider, μονοκυλίνδροι καὶ διπλοῦ κυλίνδρου. Γκαζομηχαναὶ πάσης δυνάμεως, Γκαζοζεν πάσης ἀριθμοῦ ἵππων. xyxy=(1244,1155,1480,1288)
katastimata-subtitle: ΒΙΟΜΗΧΑΝΙΚΩΝ ΠΡΟΪΟΝΤΩΝ xyxy=(1149,1034,1451,1058)
article-paragraph: Κατὰ ἐκτενῆ καὶ αὐθεντικὰ ἡμῶν πληροφορίας ἐξ Ἰωαννίνων, ἡ μετάθεσις τοῦ ἐκεῖ στρατηγοῦ ἀρχηγοῦ τῆς Χωροφυλακῆς Ἐσὰτ πασᾶ εἰς Σκόδραν περὶ τοῦ ὁποίου ἐγένετο λόγος, ἀφορᾷ εἰς τὰς διαφωνίας του μετὰ τοῦ Βαλῆ τῶν Ἰωαννίνων. Ἡ μετάθεσις αὕτη προεκάλεσε μεγάλην ἀνησυχίαν εἰς τοὺς Ὀθωμανοὺς τῆς Ἠπείρου. xyxy=(628,932,866,1066)
market-cell: 193.— xyxy=(166,444,193,455)
epiplo-text: Πρωτοφανὴς ἔκθεσις πολυτελῶν ἐπίπλων. Συλλογὴ ἀπαράμιλλος σχηματισθεῖσα ὑπὸ τοῦ κ. Ἀπεργῆ, μεταβάντος αὐτοπροσώπως εἰς τὰ καλλίτερα ἐργοστάσια τῆς Εὐρώπης. Ἀπαραίτητος ἡ ἐπίσκεψις εἰς τοὺς θέλοντας νὰ προμηθευθῶσιν ἔπιπλα εἰς τιμὰς λογικάς. xyxy=(1120,1958,1480,2011)
market-cell xyxy=(319,469,372,482)
market-cell xyxy=(140,494,193,507)
ad-thavma xyxy=(1120,168,1296,577)
market-row xyxy=(140,393,372,406)
divider xyxy=(628,1280,866,1282)
cabinet-illustration xyxy=(1115,1534,1485,1954)
amoivaia-subtitle-2: ΕΓΚΕΚΡΙΜΕΝΗ ΔΙΑ ΒΑΣΙΛΙΚΟΥ ΔΙΑΤΑΓΜΑΤΟΣ xyxy=(1178,748,1422,761)
market-cell: Βιομηχανίας xyxy=(194,419,252,430)
market-table xyxy=(140,329,372,569)
market-row xyxy=(140,494,372,507)
social-item: — Ἑορτάζουν ὁ κ. Ἀγγελινὸς Μιλτ. Παυλίδης καὶ ἡ κ. Ἑλένη Μιχαηλίδου. xyxy=(872,802,1110,829)
thavma-word-1: ΤΕΛΕΙΟΤΗΣ xyxy=(1120,250,1296,267)
market-cell: 3.670.— xyxy=(156,507,193,518)
market-row xyxy=(140,368,372,381)
column-divider xyxy=(624,160,625,2125)
market-cell: Ἐθ. Α. Π. xyxy=(194,368,241,379)
article-subheading: Τὰ πολιτικὰ Πατρῶν xyxy=(684,526,810,540)
epiplo-side-address-left xyxy=(1115,1594,1165,1894)
article-paragraph: Οἱ ὑποστηρίζοντες τὸν δραγουμικὸν συνδυασμὸν ἐπεσκέφθησαν σήμερον τὰς συνοικίας καὶ τὰ καταστήματα τοῦ Πειραιῶς, ὅπου εὗρον πλείστους φίλους. Τὴν ἑσπέραν τῆς σήμερον θὰ γίνῃ ὁμιλία εἰς τὸ κέντρον τῶν ἐν τῇ συνοικίᾳ τοῦ Κορυδαλλοῦ. xyxy=(140,763,372,856)
market-cell: 472 1/2 xyxy=(334,545,371,556)
divider xyxy=(872,863,1110,864)
market-row xyxy=(140,406,372,419)
epiplo-side-address-right xyxy=(1435,1594,1485,1894)
market-cell: 172.— xyxy=(166,532,193,543)
article-paragraph: Ἕτερα μεγάλη ὁμὰς Κεφαλλήνων ἐκ Πειραιῶς ἐπεσκέφθη τὸν κ. Περικλῆν Ἀνδρέου, δηλώσασα ὅτι θὰ ὑποστηρίξῃ ἐνθέρμως τὸν ὑποψηφιότητα αὐτοῦ. xyxy=(382,418,620,472)
market-cell: 75.75 xyxy=(345,456,371,467)
column-2 xyxy=(382,168,620,2123)
social-item: Ἑορτάζει σήμερον ἡ κ. Σταματίνα Π. Τζανετάκη σύζυγος τοῦ παρὰ τῇ Ἐθνικῇ Τραπέζῃ ὑπαλλήλου κ. Π. Τζανετάκη. xyxy=(872,202,1110,241)
steam-engine-icon xyxy=(1120,1155,1240,1245)
amoivaia-seat: ΕΔΡΑ: ἐν Ἀθήναις, ΓΡΑΦΕΙΑ: ὁδὸς Σταδίου 56 xyxy=(1148,764,1452,778)
market-cell: 488.— xyxy=(166,469,193,480)
market-column-header: Πωλ. xyxy=(140,329,193,342)
article-subheading: Ὁ συνδυασμὸς Ἠλείας xyxy=(678,713,816,727)
english-lessons-ad xyxy=(1120,486,1296,520)
article-paragraph: Ὁ κ. Βεζάνης ὡμίλησε διὰ βραχέων περὶ τῶν ἐκκρεμῶν ζητημάτων τῆς νήσου καὶ ὑπεσχέθη ἐνεργείας. xyxy=(382,616,620,655)
market-cell: — xyxy=(187,394,193,404)
classified-text: Νέος γνωρίζων ἄρισται Λατινικὴν γλῶσσαν, ζητεῖ θέσιν εἰς γραφεῖον. Πληροφορίαι παρὰ τῷ Ξενοδοχείῳ Χρήστου Πλήστα, ἔναντι Βαρβακείου. xyxy=(1306,340,1480,406)
social-item: — Δὲν ἑορτάζουν οἱ κ. κ. Μιχαὴλ Κουτσούκος, Μιχαὴλ Σκαρβάλης καὶ Μιχ. Ἀλεξανδρίδης. xyxy=(872,640,1110,679)
article-subheading: Ἡ κίνησις εἰς τὸ κέντρον xyxy=(178,1474,334,1488)
article-paragraph: — Μάλιστα. Μάλιστα. Ἐφώναζον ὅλοι. Καὶ τοὺς δεχόμεθα. Εἶπεν αὐτὸς ὁ κ. Σκουζές. Μετὰ τὸν κ. Σκουζὲν ὡμίλησεν ὁ κ. Ζυγομαλᾶς, διακοπτόμενος συχνότατα ὑπὸ ζητωκραυγῶν. Ἐξῆρε καὶ αὐτὸς τὴν σημασίαν τῶν ἐκλογῶν, ἐπαναλαβὼν ὅτι ὁ λαὸς τοῦ Πειραιῶς δὲν ἠδύνατο νὰ ὑπερψηφίσῃ τοὺς ὑποψηφίους τῆς ἀντιπολιτεύσεως. xyxy=(140,1630,372,1750)
article-heading: Η ΚΙΝΗΣΙΣ ΤΗΝ ΝΥΚΤΑ xyxy=(174,954,338,970)
article-paragraph: Εἰς τὸ σαλόνι τοῦ Μικτοῦ συνδυασμοῦ παρετηρήθη ἐπίσης ζωηρὰ κίνησις. Γνωστοὶ παράγοντες ἐπεσκέφθησαν τοὺς ὑποψηφίους καὶ ὑπεσχέθησαν ἐνεργὸν συνδρομήν. xyxy=(382,873,620,926)
wardrobe-icon xyxy=(1180,1534,1420,1954)
market-cell: Μεταλ. Λαυρ. xyxy=(194,356,257,367)
market-cell: Ἐλλ. Πυριτ. xyxy=(194,431,252,442)
ad-fosfora xyxy=(1306,168,1480,670)
social-item: — Ἑορτάζει αὔριον ὁ κ. Μιχαὴλ Χρυσοστόμου, δικηγόρος. Ἡ οἰκία του θὰ εἶνε κλειστή. xyxy=(872,596,1110,636)
article-paragraph: Τὴν νύκτα ὁ κ. Πεσμαζόγλου ἐπανῆλθεν εἰς τὸ Κέντρον, ὅπου ἀνέμενον αὐτὸν πάντες οἱ ὑποστηρικταὶ τῆς ὑποψηφιότητος αὐτοῦ. Ἐκεῖ ὡμίλησαν πολλοί, ἐξάραντες τὴν σημασίαν τῆς ἐκλογῆς. xyxy=(628,398,866,465)
market-date: 7 Νοεμβρίου 1902 xyxy=(276,312,372,325)
katastimata-subtitle-2: ΑΠΑΝΤΑ ΤΑ ΣΥΣΤΗΜΑΤΑ ΤΩΝ ΚΙΝΗΤΗΡΙΩΝ ΜΗΧΑΝΩΝ xyxy=(1120,1138,1480,1152)
ophthalmic-text: Ὁ ἐπὶ τριετίαν ἐν Βιέννῃ καὶ Παρισίοις εἰδικῶς ἀσχοληθεὶς ἰατρὸς κ. xyxy=(1306,445,1480,484)
article-paragraph: Ποῖοι εἶνε (Ἰδιαιτ. τηλεγράφ. τοῦ «Ἐμπρὸς») ΠΑΤΡΑΙ, 7 Νοεμβρίου.— Εἰς τὸν σταθμὸν Ψαθοπύργου συνελήφθησαν δύο ξένοι κατελθόντες ἐκ Πειραιῶς. Ἠρωτήθησαν δὲ εἰς Πάτρας. Ἐρωτηθέντες ἐζητήθησαν, ὡς κλέπται ἐκ τοῦ Πειραιῶς ἐξετάζονται παρὰ τῆς Ἀστυνομίας. xyxy=(628,1182,866,1275)
article-subheading: Εἰς τοῦ Μικτοῦ συνδυασμοῦ xyxy=(413,857,589,871)
column-5-ads xyxy=(1115,168,1485,2123)
market-cell: Κομ. Ἀγορά xyxy=(194,469,247,480)
therapeutirion-sub2: ΚΑΙ ΔΕΡΜΑΤΙΚΩΝ ΝΟΣΗΜΑΤΩΝ xyxy=(903,1092,1079,1104)
article-paragraph: Περιμένεται ἐκτέλεσις τῶν ὑποσχέσεων. —Μεγαλειότατε. xyxy=(628,826,866,853)
ad-katastimata xyxy=(1120,986,1480,1418)
epiplo-side-place-left: ΠΛΑΤΕΙΑ ΚΑΠΝΙΚΑΡΕΑΣ xyxy=(1124,1622,1156,1735)
market-cell: 105.25 xyxy=(339,532,371,543)
market-cell: Ἐθ. Π. Α. Π. xyxy=(194,381,257,392)
therapeutirion-doctor: Κ. Ν. ΦΟΡΤΟΥΝΑ xyxy=(934,1103,1048,1118)
social-item: — Δὲν ἑορτάζει αὔριον ὁ κ. Μιχαὴλ Σκαλιώτης, γυμνασιάρχης. xyxy=(872,537,1110,563)
article-paragraph: Χθὲς τὴν ἑσπέραν ἀνεχώρησεν εἰς Ἄνδρον ὁ κ. Ν. Μαυροκορδάτος, συνοδευόμενος ὑπὸ πολλῶν φίλων. Ἐπὶ τῆς ἀποβάθρας ἐγένετο θερμὴ ὑποδοχή, ὁ δὲ κ. Μαυροκορδάτος ηὐχαρίστησε τοὺς φίλους αὐτοῦ. xyxy=(382,1195,620,1262)
market-row xyxy=(140,469,372,482)
market-heading: ΧΡΗΜΑΤΙΣΤΙΚΟΝ ΔΕΛΤΙΟΝ xyxy=(176,259,336,300)
board-member-desc: Γενικὸς διευθυντὴς τῆς Ἑταιρίας Διαχειρίσεως τῶν ὑπὸ τῆς Ὑπηρεσίας τοῦ Ἑλληνικοῦ Δημοσίου χρέους ἐκχωρηθέντων προσόδων. Πρόεδρος τοῦ Διοικητ. Συμβουλίου xyxy=(1120,811,1297,865)
article-subheading: Αἱ ἐκδρομαὶ τῶν συνδυασμῶν xyxy=(408,931,594,945)
